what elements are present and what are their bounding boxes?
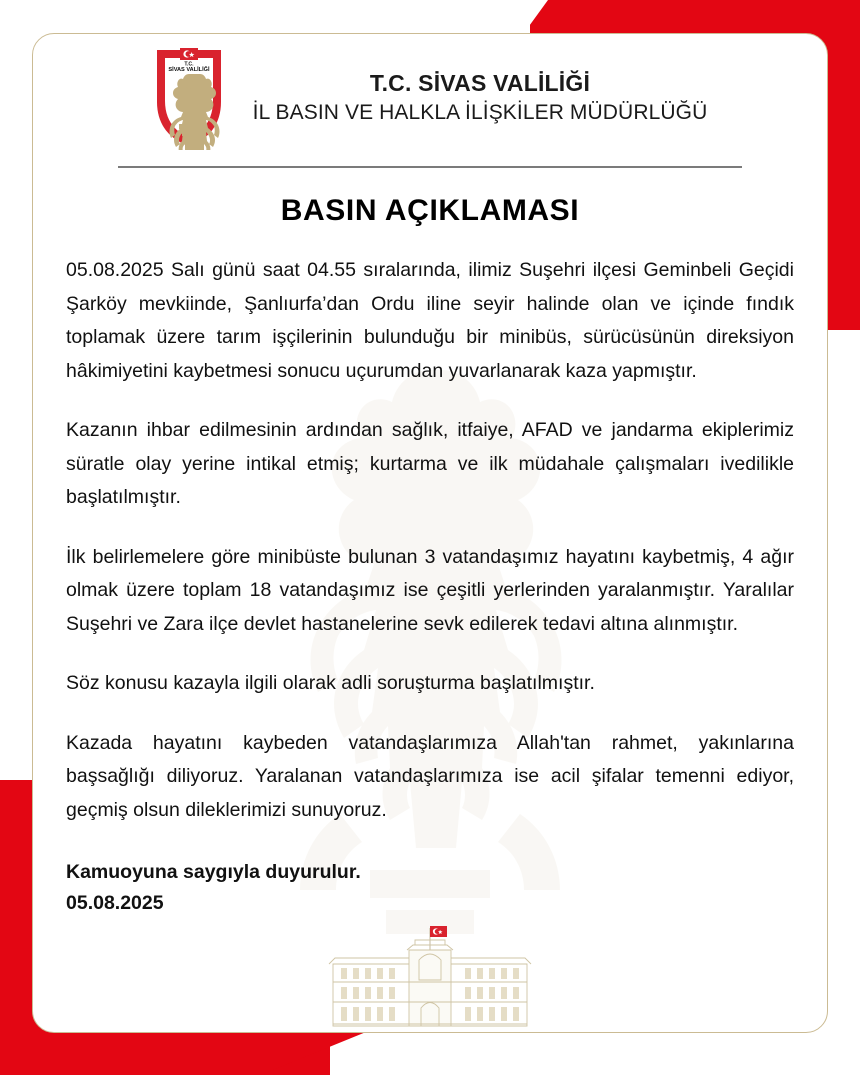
paragraph-incident-description: 05.08.2025 Salı günü saat 04.55 sıralarında, ilimiz Suşehri ilçesi Geminbeli Geçidi Şarköy mevkiinde, Şanlıurfa’dan Ordu iline seyir halinde olan ve içinde fındık toplamak üzere tarım işçilerinin bulunduğu bir minibüs, sürücüsünün direksiyon hâkimiyetini kaybetmesi sonucu uçurumdan yuvarlanarak kaza yapmıştır. <box>66 259 794 382</box>
document-body <box>33 254 827 827</box>
card-content <box>33 34 827 918</box>
governorship-building-icon <box>315 920 545 1032</box>
organization-name-line1: T.C. SİVAS VALİLİĞİ <box>369 69 591 96</box>
document-closing <box>33 857 827 917</box>
turkish-flag-icon <box>430 926 447 937</box>
document-card <box>32 33 828 1033</box>
organization-name-line2: İL BASIN VE HALKLA İLİŞKİLER MÜDÜRLÜĞÜ <box>252 100 708 124</box>
closing-statement: Kamuoyuna saygıyla duyurulur. <box>66 861 361 884</box>
footer-illustration <box>33 920 827 1032</box>
paragraph-investigation: Söz konusu kazayla ilgili olarak adli soruşturma başlatılmıştır. <box>66 672 595 695</box>
paragraph-casualty-report: İlk belirlemelere göre minibüste bulunan 3 vatandaşımız hayatını kaybetmiş, 4 ağır olmak üzere toplam 18 vatandaşımız ise çeşitli yerlerinden yaralanmıştır. Yaralılar Suşehri ve Zara ilçe devlet hastanelerine sevk edilerek tedavi altına alınmıştır. <box>66 545 794 635</box>
closing-date: 05.08.2025 <box>66 891 164 914</box>
header-titles <box>253 69 708 127</box>
document-header <box>33 34 827 150</box>
page-title: BASIN AÇIKLAMASI <box>280 194 580 227</box>
paragraph-condolences: Kazada hayatını kaybeden vatandaşlarımıza Allah'tan rahmet, yakınlarına başsağlığı diliyoruz. Yaralanan vatandaşlarımıza ise acil şifalar temenni ediyor, geçmiş olsun dileklerimizi sunuyoruz. <box>66 731 794 821</box>
svg-text:T.C.: T.C. <box>184 61 194 68</box>
sivas-governorship-crest-icon <box>153 46 225 150</box>
svg-text:SİVAS VALİLİĞİ: SİVAS VALİLİĞİ <box>168 67 210 73</box>
header-divider <box>118 166 742 168</box>
paragraph-emergency-response: Kazanın ihbar edilmesinin ardından sağlık, itfaiye, AFAD ve jandarma ekiplerimiz süratle olay yerine intikal etmiş; kurtarma ve ilk müdahale çalışmaları ivedilikle başlatılmıştır. <box>66 419 794 509</box>
